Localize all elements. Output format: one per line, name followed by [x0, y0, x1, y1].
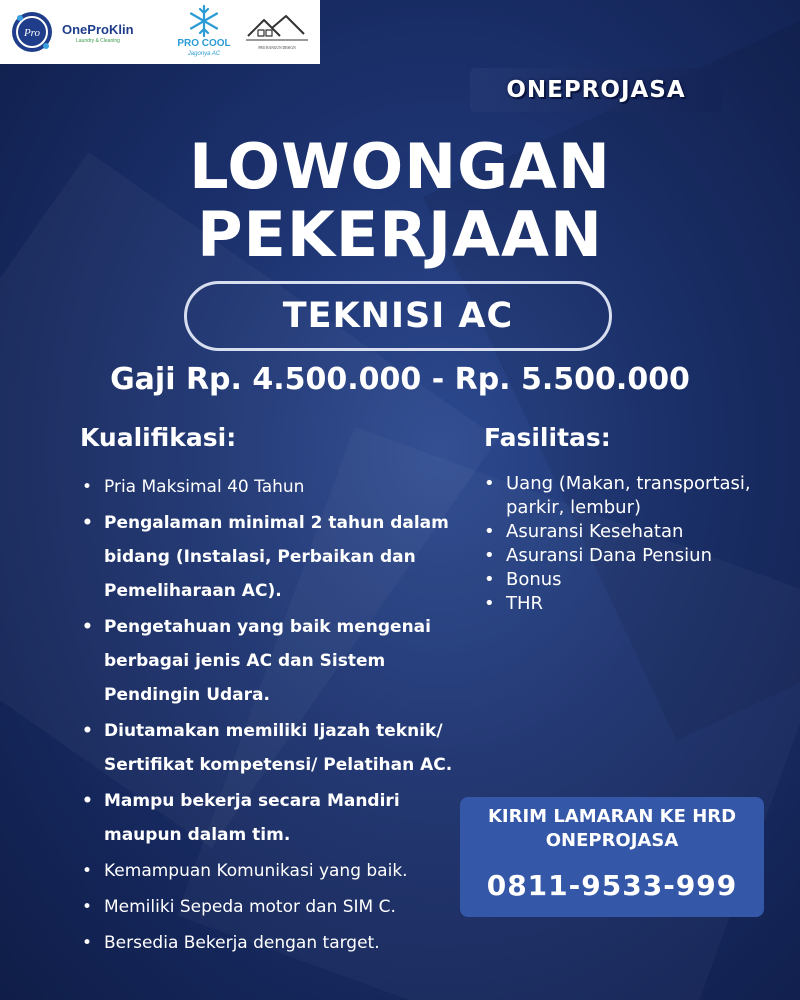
oneproklin-tagline: Laundry & Cleaning — [76, 38, 120, 44]
qualification-item: • Pengetahuan yang baik mengenai berbagai jenis AC dan Sistem Pendingin Udara. — [80, 610, 470, 712]
salary-range: Gaji Rp. 4.500.000 - Rp. 5.500.000 — [110, 362, 690, 397]
contact-phone-number[interactable]: 0811-9533-999 — [486, 869, 738, 902]
facilities-title: Fasilitas: — [484, 423, 611, 452]
qualification-item: • Pria Maksimal 40 Tahun — [80, 470, 470, 504]
partner-logos-bar — [0, 0, 320, 64]
contact-company: ONEPROJASA — [545, 830, 679, 851]
headline-line2: PEKERJAAN — [197, 198, 603, 271]
qualification-item: • Memiliki Sepeda motor dan SIM C. — [80, 890, 470, 924]
contact-instruction: KIRIM LAMARAN KE HRD — [487, 806, 737, 827]
contact-box — [460, 797, 764, 917]
job-position-pill: TEKNISI AC — [184, 281, 612, 351]
procool-name: PRO COOL — [177, 38, 231, 49]
qualifications-title: Kualifikasi: — [80, 423, 237, 452]
snowflake-icon — [170, 4, 238, 38]
qualifications-list — [80, 470, 470, 962]
facility-item: • Bonus — [482, 568, 782, 592]
qualification-item: • Mampu bekerja secara Mandiri maupun dalam tim. — [80, 784, 470, 852]
onepro-logo — [10, 10, 54, 54]
headline-line1: LOWONGAN — [189, 130, 611, 203]
facility-item: • Asuransi Kesehatan — [482, 520, 782, 544]
svg-text:Pro: Pro — [23, 27, 41, 39]
facility-item: • THR — [482, 592, 782, 616]
house-roof-icon — [242, 12, 312, 44]
qualification-item: • Kemampuan Komunikasi yang baik. — [80, 854, 470, 888]
house-logo — [242, 12, 312, 54]
facility-item: • Uang (Makan, transportasi, parkir, lembur) — [482, 472, 782, 520]
qualification-item: • Pengalaman minimal 2 tahun dalam bidang (Instalasi, Perbaikan dan Pemeliharaan AC). — [80, 506, 470, 608]
qualification-item: • Bersedia Bekerja dengan target. — [80, 926, 470, 960]
facilities-list — [482, 472, 782, 616]
facility-item: • Asuransi Dana Pensiun — [482, 544, 782, 568]
procool-tagline: Jagonya AC — [187, 51, 221, 57]
qualification-item: • Diutamakan memiliki Ijazah teknik/ Sertifikat kompetensi/ Pelatihan AC. — [80, 714, 470, 782]
procool-logo — [170, 4, 238, 60]
house-logo-name: PRO RANGUN DESIGN — [258, 46, 296, 50]
oneproklin-logo — [62, 22, 162, 50]
brand-label: ONEPROJASA — [470, 68, 722, 112]
oneproklin-name: OneProKlin — [62, 22, 134, 37]
